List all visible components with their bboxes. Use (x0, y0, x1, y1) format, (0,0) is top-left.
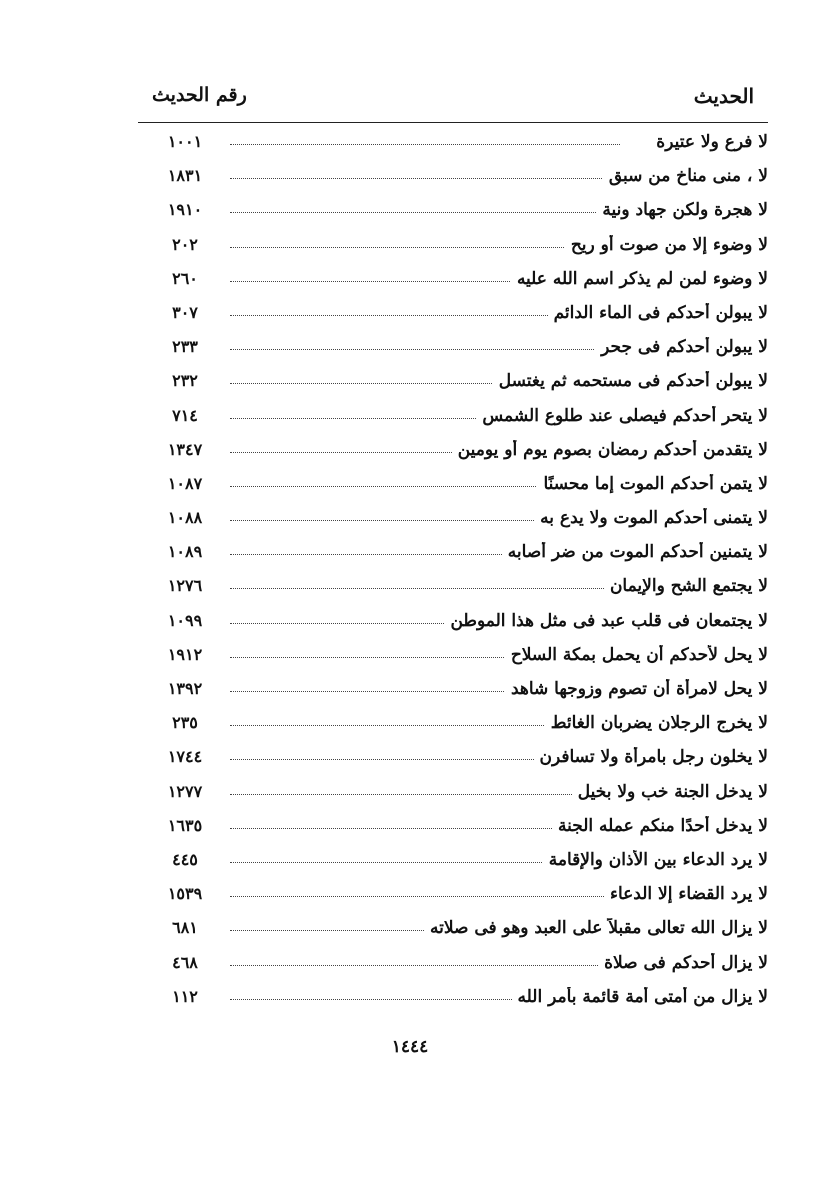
column-title-hadith-number: رقم الحديث (152, 84, 247, 106)
hadith-text: لا يدخل أحدًا منكم عمله الجنة (552, 816, 768, 836)
index-entry (150, 949, 770, 983)
hadith-text: لا يتمن أحدكم الموت إما محسنًا (537, 474, 768, 494)
hadith-text: لا يتقدمن أحدكم رمضان بصوم يوم أو يومين (452, 440, 768, 460)
hadith-number: ١٣٤٧ (167, 439, 203, 459)
hadith-number: ٣٠٧ (172, 302, 198, 322)
hadith-number: ١٨٣١ (167, 166, 203, 186)
hadith-number: ١٦٣٥ (167, 815, 203, 835)
hadith-number: ١٠٩٩ (167, 610, 203, 630)
index-entry (150, 128, 770, 162)
index-entry (150, 778, 770, 812)
page-number: ١٤٤٤ (391, 1037, 429, 1057)
hadith-text: لا فرع ولا عتيرة (650, 132, 768, 152)
index-entry (150, 333, 770, 367)
index-entry (150, 675, 770, 709)
index-entry (150, 402, 770, 436)
index-entry (150, 743, 770, 777)
dot-leader (230, 794, 620, 795)
index-entry (150, 914, 770, 948)
hadith-text: لا يرد القضاء إلا الدعاء (604, 884, 768, 904)
hadith-number: ١٠٨٧ (167, 473, 203, 493)
hadith-number: ١٢٧٦ (167, 576, 203, 596)
index-entry (150, 880, 770, 914)
index-entry (150, 572, 770, 606)
dot-leader (230, 896, 620, 897)
page-header (138, 80, 768, 120)
hadith-number: ١١٢ (172, 986, 198, 1006)
index-entry (150, 470, 770, 504)
hadith-text: لا يدخل الجنة خب ولا بخيل (572, 782, 768, 802)
hadith-text: لا يزال الله تعالى مقبلاً على العبد وهو فى صلاته (424, 918, 768, 938)
hadith-number: ٢٣٢ (172, 371, 198, 391)
hadith-text: لا وضوء لمن لم يذكر اسم الله عليه (511, 269, 768, 289)
hadith-number: ٢٦٠ (172, 268, 198, 288)
index-entry (150, 983, 770, 1017)
dot-leader (230, 349, 620, 350)
hadith-text: لا يرد الدعاء بين الأذان والإقامة (543, 850, 768, 870)
hadith-number: ٧١٤ (172, 405, 198, 425)
hadith-text: لا هجرة ولكن جهاد ونية (596, 200, 768, 220)
hadith-text: لا يزال من أمتى أمة قائمة بأمر الله (512, 987, 768, 1007)
hadith-number: ٢٣٥ (172, 713, 198, 733)
hadith-text: لا يبولن أحدكم فى جحر (595, 337, 768, 357)
hadith-text: لا يحل لامرأة أن تصوم وزوجها شاهد (505, 679, 768, 699)
index-entry (150, 196, 770, 230)
hadith-number: ٢٣٣ (172, 337, 198, 357)
index-entry (150, 846, 770, 880)
index-entry (150, 367, 770, 401)
hadith-number: ١٩١٢ (167, 644, 203, 664)
index-entry (150, 538, 770, 572)
index-entry (150, 607, 770, 641)
hadith-number: ١٠٨٨ (167, 508, 203, 528)
header-divider (138, 122, 768, 123)
column-title-hadith: الحديث (693, 84, 754, 108)
dot-leader (230, 588, 620, 589)
hadith-number: ٤٦٨ (172, 952, 198, 972)
dot-leader (230, 247, 620, 248)
hadith-text: لا يخلون رجل بامرأة ولا تسافرن (534, 747, 768, 767)
dot-leader (230, 178, 620, 179)
hadith-text: لا يبولن أحدكم فى مستحمه ثم يغتسل (493, 371, 768, 391)
dot-leader (230, 212, 620, 213)
hadith-number: ٤٤٥ (172, 849, 198, 869)
hadith-text: لا يجتمع الشح والإيمان (604, 576, 768, 596)
index-entry (150, 709, 770, 743)
index-entry (150, 265, 770, 299)
hadith-text: لا يزال أحدكم فى صلاة (598, 953, 768, 973)
hadith-text: لا يجتمعان فى قلب عبد فى مثل هذا الموطن (444, 611, 768, 631)
dot-leader (230, 965, 620, 966)
hadith-number: ١٥٣٩ (167, 884, 203, 904)
hadith-number: ١٧٤٤ (167, 747, 203, 767)
hadith-text: لا يتمنى أحدكم الموت ولا يدع به (534, 508, 768, 528)
hadith-text: لا يتمنين أحدكم الموت من ضر أصابه (502, 542, 768, 562)
hadith-number: ١٠٠١ (167, 132, 203, 151)
hadith-text: لا وضوء إلا من صوت أو ريح (565, 235, 768, 255)
index-entry (150, 504, 770, 538)
hadith-number: ١٢٧٧ (167, 781, 203, 801)
dot-leader (230, 144, 620, 145)
index-entry (150, 436, 770, 470)
hadith-number: ١٩١٠ (167, 200, 203, 220)
hadith-text: لا ، منى مناخ من سبق (603, 166, 768, 186)
hadith-text: لا يبولن أحدكم فى الماء الدائم (548, 303, 768, 323)
hadith-number: ١٠٨٩ (167, 542, 203, 562)
index-entry (150, 162, 770, 196)
index-entry (150, 299, 770, 333)
hadith-number: ٢٠٢ (172, 234, 198, 254)
index-entry (150, 231, 770, 265)
hadith-text: لا يخرج الرجلان يضربان الغائط (545, 713, 768, 733)
hadith-text: لا يتحر أحدكم فيصلى عند طلوع الشمس (476, 406, 768, 426)
hadith-number: ١٣٩٢ (167, 679, 203, 698)
index-entry (150, 641, 770, 675)
hadith-number: ٦٨١ (172, 918, 198, 938)
index-entry (150, 812, 770, 846)
hadith-index-list (150, 128, 770, 1017)
hadith-text: لا يحل لأحدكم أن يحمل بمكة السلاح (505, 645, 768, 665)
